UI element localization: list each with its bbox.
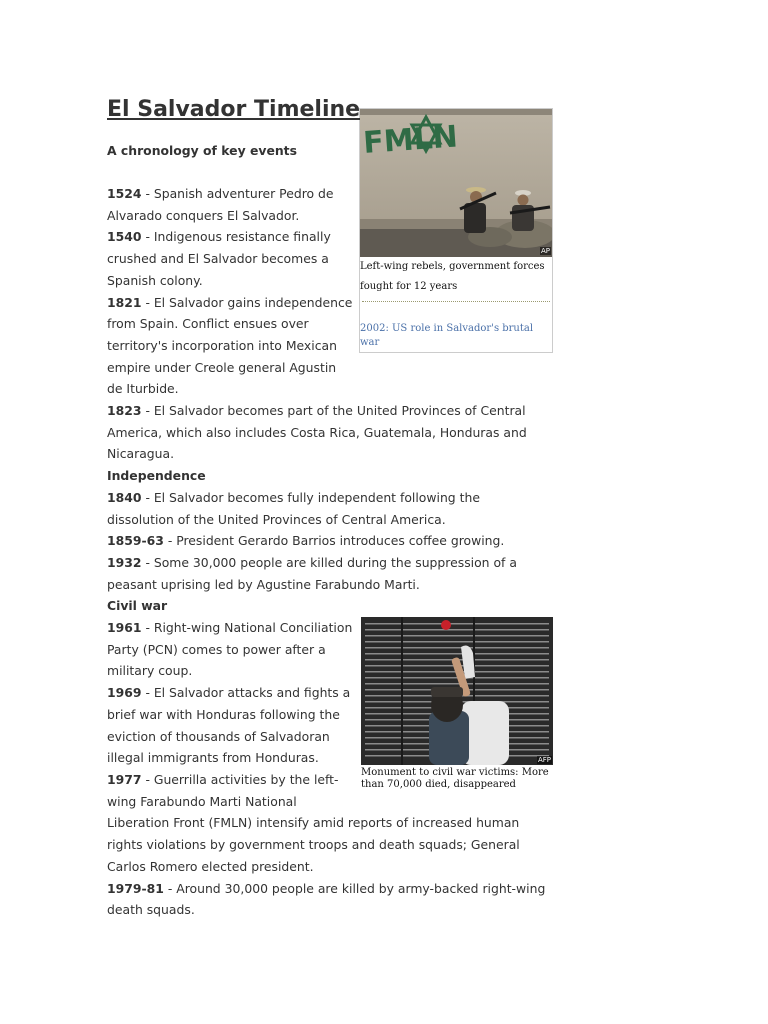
timeline-entry: 1540 - Indigenous resistance finally crushed and El Salvador becomes a Spanish colony. <box>107 229 331 288</box>
timeline-entry: 1969 - El Salvador attacks and fights a brief war with Honduras following the eviction of thousands of Salvadoran illegal immigrants from Honduras. <box>107 685 351 766</box>
timeline-entry: 1979-81 - Around 30,000 people are killed by army-backed right-wing death squads. <box>107 880 546 918</box>
figure-rebels <box>359 108 553 353</box>
photo-credit: AFP <box>537 756 551 765</box>
figure-monument <box>361 617 553 791</box>
section-heading: Civil war <box>107 598 168 614</box>
timeline-entry: 1932 - Some 30,000 people are killed during the suppression of a peasant uprising led by Agustine Farabundo Marti. <box>107 554 517 592</box>
timeline-entry: 1961 - Right-wing National Conciliation Party (PCN) comes to power after a military coup. <box>107 620 353 679</box>
timeline-entry: 1524 - Spanish adventurer Pedro de Alvarado conquers El Salvador. <box>107 186 334 223</box>
photo-credit: AP <box>540 247 550 255</box>
timeline-entry: 1859-63 - President Gerardo Barrios introduces coffee growing. <box>107 533 505 549</box>
timeline-entry: 1840 - El Salvador becomes fully independent following the dissolution of the United Provinces of Central America. <box>107 489 480 527</box>
subtitle: A chronology of key events <box>107 143 297 158</box>
timeline-entry: 1823 - El Salvador becomes part of the United Provinces of Central America, which also includes Costa Rica, Guatemala, Honduras and Nicaragua. <box>107 403 527 462</box>
monument-photo <box>361 617 553 765</box>
timeline-entry: 1977 - Guerrilla activities by the left-wing Farabundo Marti National Liberation Front (FMLN) intensify amid reports of increased human rights violations by government troops and death squads; General Carlos Romero elected president. <box>107 771 520 874</box>
section-heading: Independence <box>107 468 206 484</box>
rebels-photo <box>360 109 552 257</box>
figure-caption: Left-wing rebels, government forces fought for 12 years <box>360 261 545 292</box>
figure-caption: Monument to civil war victims: More than 70,000 died, disappeared <box>361 767 549 791</box>
related-link[interactable]: 2002: US role in Salvador's brutal war <box>360 323 534 348</box>
article <box>107 96 551 921</box>
timeline-entry: 1821 - El Salvador gains independence from Spain. Conflict ensues over territory's incorporation into Mexican empire under Creole general Agustin de Iturbide. <box>107 294 353 397</box>
graffiti-text: FMLN <box>362 119 459 161</box>
page-title: El Salvador Timeline <box>107 97 361 122</box>
